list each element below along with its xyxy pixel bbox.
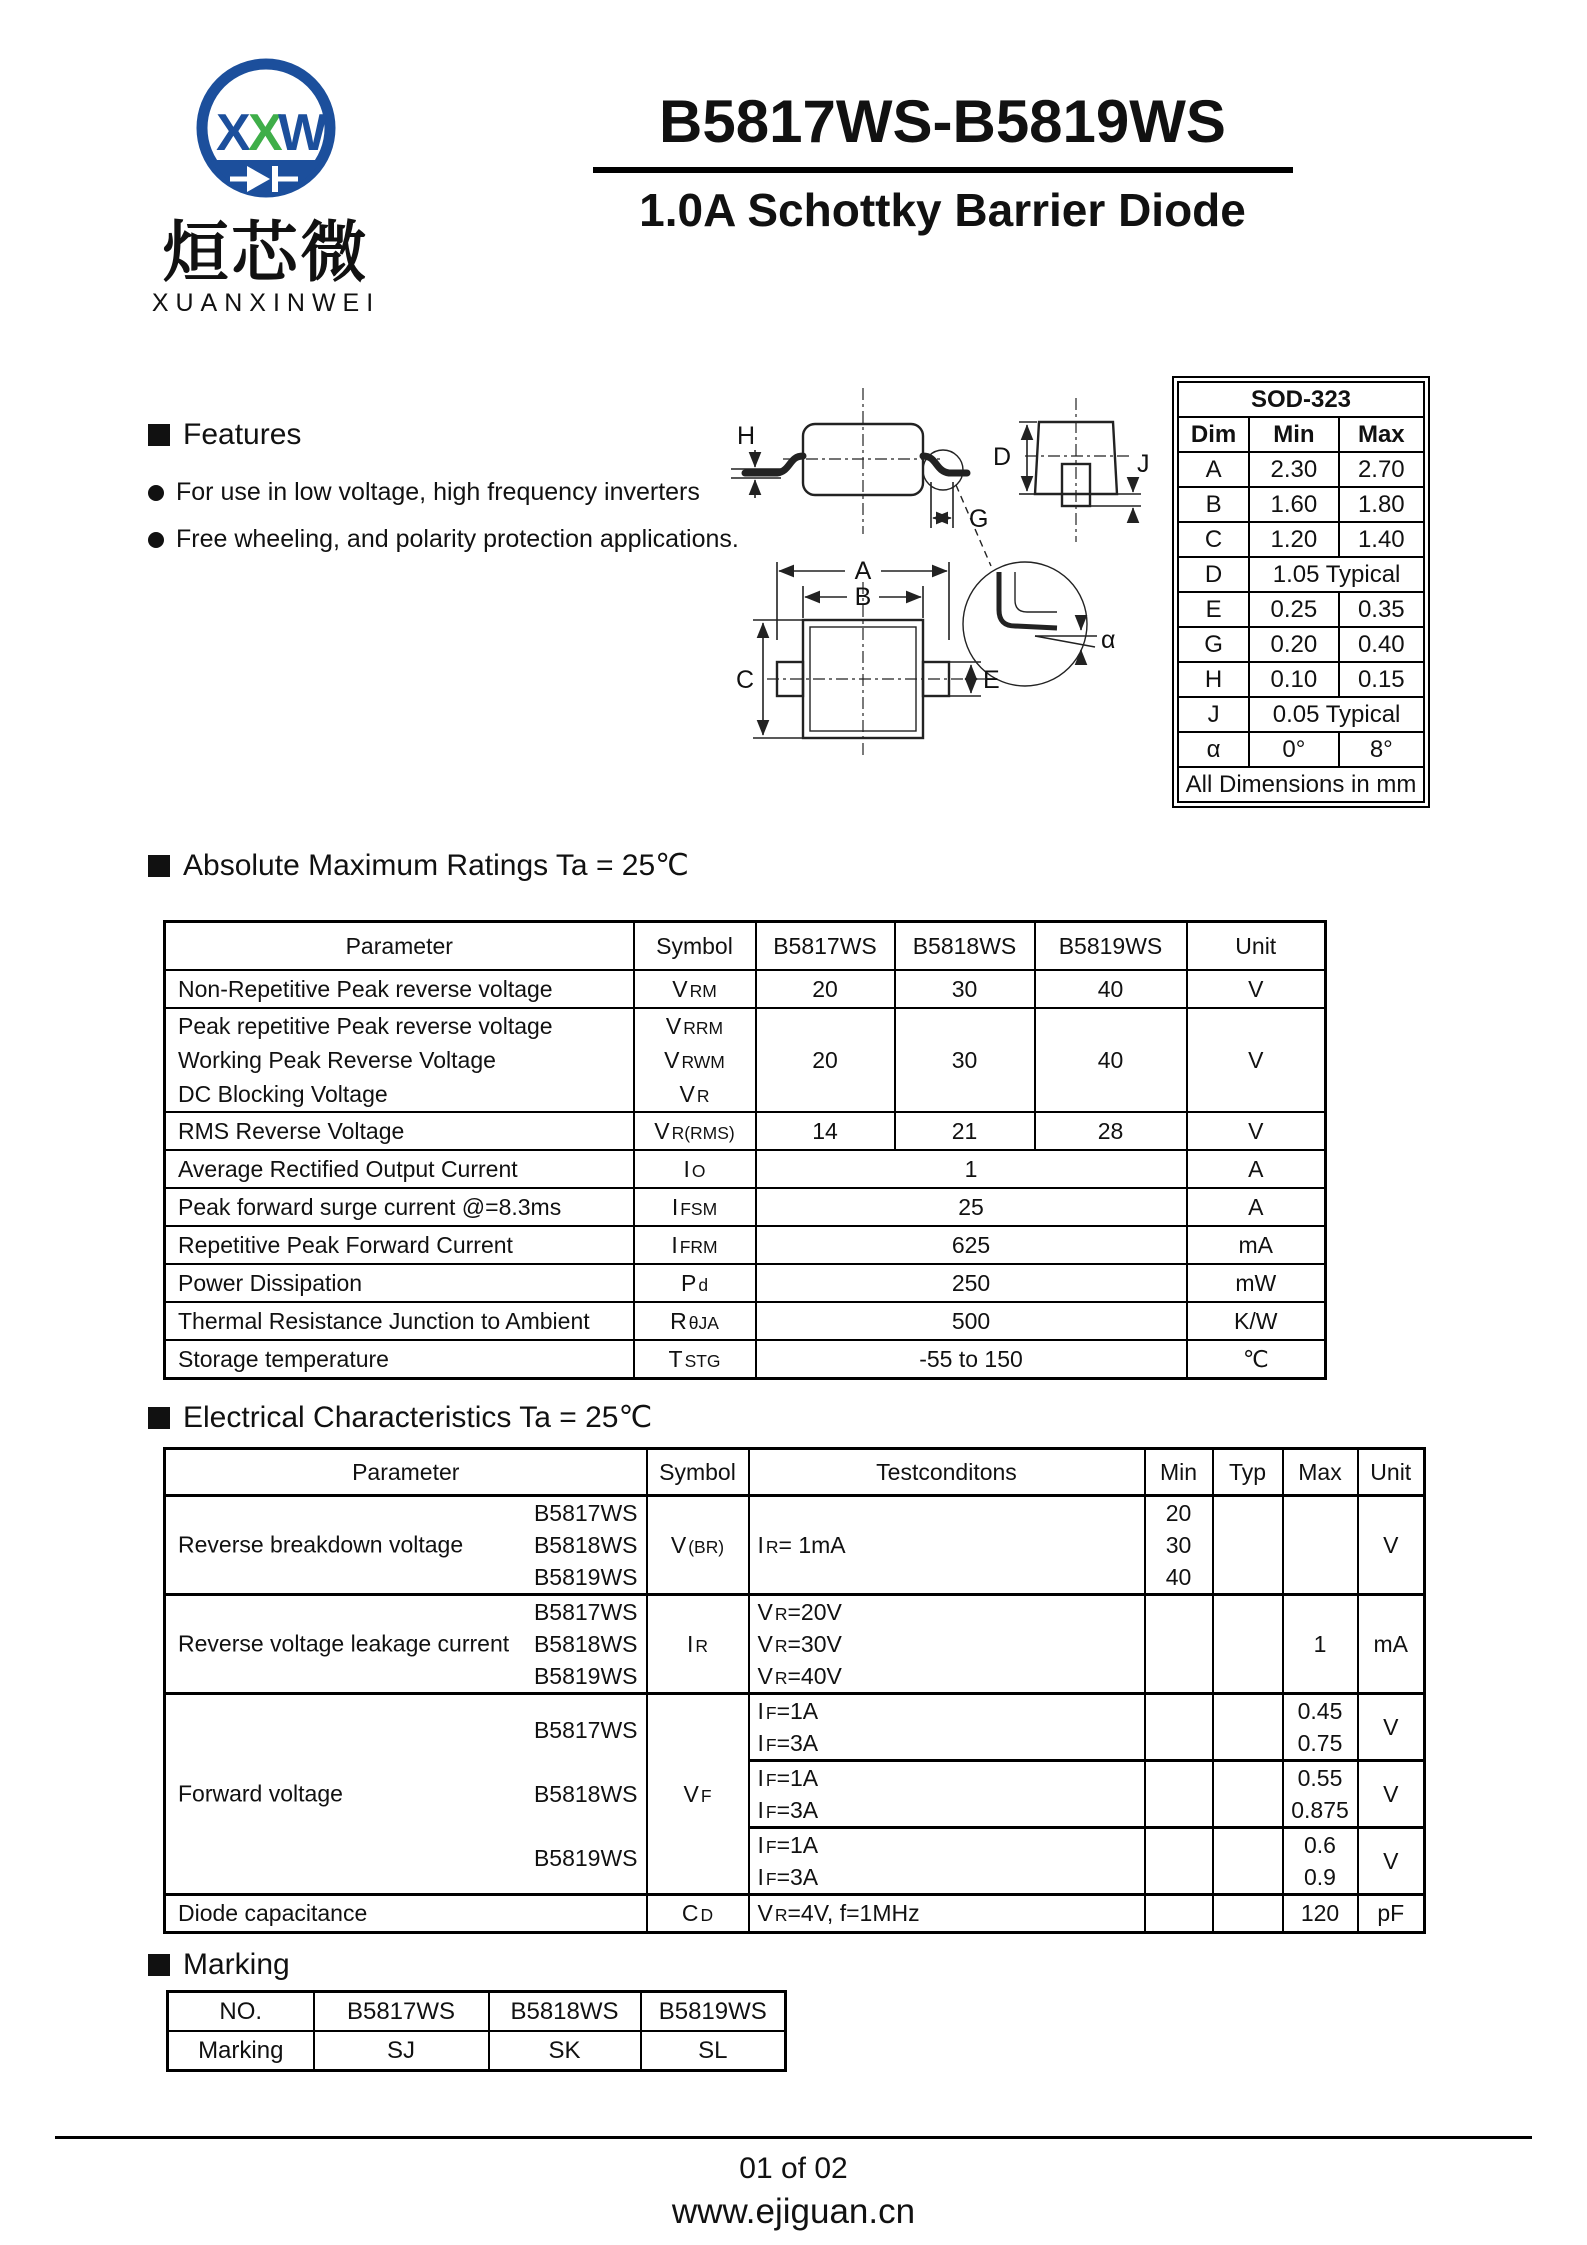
- parameter: Non-Repetitive Peak reverse voltage: [165, 970, 634, 1008]
- min: 0.10: [1249, 662, 1338, 697]
- typ-value: [1213, 1895, 1283, 1933]
- col-b5818ws: B5818WS: [895, 922, 1035, 971]
- table-row: [165, 1595, 1425, 1694]
- table-row: [165, 1895, 1425, 1933]
- value-b5818ws: 21: [895, 1112, 1035, 1150]
- dim: H: [1178, 662, 1249, 697]
- test-condition: I F=1A I F=3A: [749, 1694, 1145, 1761]
- logo-english-name: XUANXINWEI: [151, 289, 381, 317]
- dim: D: [1178, 557, 1249, 592]
- value-all: 1: [756, 1150, 1187, 1188]
- sod-title: SOD-323: [1178, 382, 1424, 417]
- dim: B: [1178, 487, 1249, 522]
- dim-label-E: E: [983, 666, 1000, 694]
- col-unit: Unit: [1358, 1449, 1425, 1496]
- bullet-icon: [148, 485, 164, 501]
- symbol: I FRM: [634, 1226, 756, 1264]
- test-condition: I R= 1mA: [749, 1496, 1145, 1595]
- parameter: Average Rectified Output Current: [165, 1150, 634, 1188]
- min-value: [1145, 1828, 1213, 1895]
- min: 2.30: [1249, 452, 1338, 487]
- marking-heading-label: Marking: [183, 1948, 290, 1981]
- website-url: www.ejiguan.cn: [671, 2192, 916, 2231]
- col-parameter: Parameter: [165, 922, 634, 971]
- symbol: I O: [634, 1150, 756, 1188]
- amr-heading-label: Absolute Maximum Ratings Ta = 25℃: [183, 849, 689, 882]
- col-testconditions: Testconditons: [749, 1449, 1145, 1496]
- dim: G: [1178, 627, 1249, 662]
- table-row: [1178, 592, 1424, 627]
- typ-value: [1213, 1496, 1283, 1595]
- value-all: 25: [756, 1188, 1187, 1226]
- unit: V: [1187, 970, 1326, 1008]
- value-b5818ws: 30: [895, 970, 1035, 1008]
- col-max: Max: [1283, 1449, 1358, 1496]
- dim-label-G: G: [969, 505, 989, 533]
- title-divider: [593, 167, 1293, 173]
- max-values: 0.55 0.875: [1283, 1761, 1358, 1828]
- unit: K/W: [1187, 1302, 1326, 1340]
- col-symbol: Symbol: [647, 1449, 749, 1496]
- max-value: 1: [1283, 1595, 1358, 1694]
- bullet-icon: [148, 532, 164, 548]
- col-unit: Unit: [1187, 922, 1326, 971]
- parameter: Peak repetitive Peak reverse voltage Working Peak Reverse Voltage DC Blocking Voltage: [165, 1008, 634, 1112]
- parameter: RMS Reverse Voltage: [165, 1112, 634, 1150]
- dim-label-alpha: α: [1101, 626, 1116, 654]
- col-no: NO.: [168, 1992, 314, 2032]
- dim: E: [1178, 592, 1249, 627]
- unit: V: [1187, 1112, 1326, 1150]
- value-b5818ws: 30: [895, 1008, 1035, 1112]
- col-typ: Typ: [1213, 1449, 1283, 1496]
- parameter: Diode capacitance: [165, 1895, 647, 1933]
- logo-chinese-name: 烜芯微: [162, 215, 370, 289]
- feature-item: [148, 478, 738, 507]
- min-values: 20 30 40: [1145, 1496, 1213, 1595]
- dim: A: [1178, 452, 1249, 487]
- features-heading-label: Features: [183, 418, 302, 451]
- unit: mA: [1358, 1595, 1425, 1694]
- sod-col-min: Min: [1249, 417, 1338, 452]
- unit: V: [1358, 1761, 1425, 1828]
- max: 1.40: [1339, 522, 1424, 557]
- absolute-maximum-ratings-table: [163, 920, 1327, 1380]
- part-number-title: B5817WS-B5819WS: [659, 88, 1226, 155]
- symbol: V RM: [634, 970, 756, 1008]
- section-square-icon: [148, 424, 170, 446]
- parameter: Repetitive Peak Forward Current: [165, 1226, 634, 1264]
- table-row: [1178, 662, 1424, 697]
- parameter: Reverse voltage leakage current B5817WS B5818WS B5819WS: [165, 1595, 647, 1694]
- table-row: [168, 2031, 786, 2071]
- dim-label-D: D: [992, 443, 1011, 471]
- sod-col-dim: Dim: [1178, 417, 1249, 452]
- parameter: Storage temperature: [165, 1340, 634, 1379]
- min-value: [1145, 1595, 1213, 1694]
- logo-letter-x2: X: [248, 104, 283, 162]
- typ-value: [1213, 1694, 1283, 1761]
- section-square-icon: [148, 1407, 170, 1429]
- package-outline-drawing: [685, 372, 1165, 789]
- test-condition: V R=20V V R=30V V R=40V: [749, 1595, 1145, 1694]
- unit: ℃: [1187, 1340, 1326, 1379]
- end-view: [993, 398, 1150, 542]
- unit: A: [1187, 1150, 1326, 1188]
- footer-divider: [55, 2136, 1532, 2139]
- table-row: [165, 1302, 1326, 1340]
- features-heading: [148, 418, 738, 452]
- unit: V: [1358, 1694, 1425, 1761]
- max-value: [1283, 1496, 1358, 1595]
- test-condition: I F=1A I F=3A: [749, 1828, 1145, 1895]
- max-values: 0.45 0.75: [1283, 1694, 1358, 1761]
- min: 1.60: [1249, 487, 1338, 522]
- unit: mA: [1187, 1226, 1326, 1264]
- title-block: [555, 90, 1330, 237]
- col-parameter: Parameter: [165, 1449, 647, 1496]
- max: 2.70: [1339, 452, 1424, 487]
- max-values: 0.6 0.9: [1283, 1828, 1358, 1895]
- max: 0.35: [1339, 592, 1424, 627]
- min-value: [1145, 1895, 1213, 1933]
- dim-label-J: J: [1137, 450, 1150, 478]
- dim-label-H: H: [736, 422, 756, 450]
- ec-heading-label: Electrical Characteristics Ta = 25℃: [183, 1401, 653, 1434]
- test-condition: I F=1A I F=3A: [749, 1761, 1145, 1828]
- feature-item-text: Free wheeling, and polarity protection applications.: [176, 525, 739, 553]
- marking-label: Marking: [168, 2031, 314, 2071]
- symbol: V F: [647, 1694, 749, 1895]
- min: 0.25: [1249, 592, 1338, 627]
- table-row: [1178, 557, 1424, 592]
- col-b5817ws: B5817WS: [314, 1992, 489, 2032]
- col-symbol: Symbol: [634, 922, 756, 971]
- value-b5817ws: 14: [756, 1112, 895, 1150]
- side-view: [731, 388, 991, 566]
- symbol: C D: [647, 1895, 749, 1933]
- unit: V: [1358, 1496, 1425, 1595]
- col-b5817ws: B5817WS: [756, 922, 895, 971]
- sod323-dimension-table: [1172, 376, 1430, 808]
- min: 0°: [1249, 732, 1338, 767]
- marking-b5818ws: SK: [489, 2031, 641, 2071]
- table-row: [168, 1992, 786, 2032]
- min: 0.20: [1249, 627, 1338, 662]
- test-condition: V R=4V, f=1MHz: [749, 1895, 1145, 1933]
- col-b5818ws: B5818WS: [489, 1992, 641, 2032]
- features-section: [148, 418, 738, 572]
- table-row: [165, 1008, 1326, 1112]
- table-row: [1178, 627, 1424, 662]
- symbol: T STG: [634, 1340, 756, 1379]
- value-b5819ws: 28: [1035, 1112, 1187, 1150]
- table-row: [1178, 732, 1424, 767]
- sod-footnote: All Dimensions in mm: [1178, 767, 1424, 802]
- table-row: [165, 1694, 1425, 1761]
- marking-heading: [148, 1948, 290, 1982]
- parameter: Reverse breakdown voltage B5817WS B5818WS B5819WS: [165, 1496, 647, 1595]
- dim: J: [1178, 697, 1249, 732]
- company-logo: [148, 50, 384, 318]
- feature-item: [148, 525, 738, 554]
- col-b5819ws: B5819WS: [641, 1992, 786, 2032]
- min-value: [1145, 1694, 1213, 1761]
- marking-b5817ws: SJ: [314, 2031, 489, 2071]
- section-square-icon: [148, 1954, 170, 1976]
- typ-value: [1213, 1761, 1283, 1828]
- max: 1.80: [1339, 487, 1424, 522]
- value-all: -55 to 150: [756, 1340, 1187, 1379]
- parameter: Power Dissipation: [165, 1264, 634, 1302]
- table-row: [1178, 697, 1424, 732]
- top-view: [736, 557, 1000, 756]
- page-number: 01 of 02: [739, 2152, 848, 2185]
- symbol: P d: [634, 1264, 756, 1302]
- table-row: [165, 1150, 1326, 1188]
- typ-value: [1213, 1828, 1283, 1895]
- logo-mark-icon: [186, 50, 346, 210]
- max-value: 120: [1283, 1895, 1358, 1933]
- value-all: 500: [756, 1302, 1187, 1340]
- parameter: Forward voltage B5817WS B5818WS B5819WS: [165, 1694, 647, 1895]
- symbol: I R: [647, 1595, 749, 1694]
- value-all: 625: [756, 1226, 1187, 1264]
- logo-letter-x1: X: [216, 104, 251, 162]
- device-description-subtitle: 1.0A Schottky Barrier Diode: [639, 184, 1246, 236]
- table-row: [165, 1112, 1326, 1150]
- table-row: [1178, 487, 1424, 522]
- marking-table: [166, 1990, 787, 2072]
- value-all: 250: [756, 1264, 1187, 1302]
- dim-label-B: B: [854, 583, 872, 611]
- table-row: [165, 970, 1326, 1008]
- symbol: R θJA: [634, 1302, 756, 1340]
- symbol: I FSM: [634, 1188, 756, 1226]
- col-b5819ws: B5819WS: [1035, 922, 1187, 971]
- max: 8°: [1339, 732, 1424, 767]
- unit: V: [1358, 1828, 1425, 1895]
- typ-value: [1213, 1595, 1283, 1694]
- amr-heading: [148, 848, 689, 883]
- section-square-icon: [148, 855, 170, 877]
- max: 0.40: [1339, 627, 1424, 662]
- value-b5819ws: 40: [1035, 970, 1187, 1008]
- table-row: [165, 1496, 1425, 1595]
- table-row: [165, 1264, 1326, 1302]
- feature-item-text: For use in low voltage, high frequency inverters: [176, 478, 700, 506]
- unit: A: [1187, 1188, 1326, 1226]
- unit: pF: [1358, 1895, 1425, 1933]
- parameter: Thermal Resistance Junction to Ambient: [165, 1302, 634, 1340]
- min-value: [1145, 1761, 1213, 1828]
- table-row: [1178, 522, 1424, 557]
- dim-label-A: A: [854, 557, 872, 585]
- symbol: V (BR): [647, 1496, 749, 1595]
- dim-label-C: C: [735, 666, 755, 694]
- typical-value: 1.05 Typical: [1249, 557, 1424, 592]
- unit: V: [1187, 1008, 1326, 1112]
- ec-heading: [148, 1400, 652, 1435]
- min: 1.20: [1249, 522, 1338, 557]
- symbol: V R(RMS): [634, 1112, 756, 1150]
- table-row: [165, 1226, 1326, 1264]
- table-row: [1178, 452, 1424, 487]
- sod-col-max: Max: [1339, 417, 1424, 452]
- symbol: V RRM V RWM V R: [634, 1008, 756, 1112]
- col-min: Min: [1145, 1449, 1213, 1496]
- max: 0.15: [1339, 662, 1424, 697]
- marking-b5819ws: SL: [641, 2031, 786, 2071]
- logo-letter-w: W: [278, 104, 328, 162]
- table-row: [165, 1340, 1326, 1379]
- unit: mW: [1187, 1264, 1326, 1302]
- value-b5817ws: 20: [756, 1008, 895, 1112]
- dim: α: [1178, 732, 1249, 767]
- dim: C: [1178, 522, 1249, 557]
- table-row: [165, 1188, 1326, 1226]
- typical-value: 0.05 Typical: [1249, 697, 1424, 732]
- parameter: Peak forward surge current @=8.3ms: [165, 1188, 634, 1226]
- logo-monogram: [216, 104, 328, 162]
- value-b5817ws: 20: [756, 970, 895, 1008]
- value-b5819ws: 40: [1035, 1008, 1187, 1112]
- electrical-characteristics-table: [163, 1447, 1426, 1934]
